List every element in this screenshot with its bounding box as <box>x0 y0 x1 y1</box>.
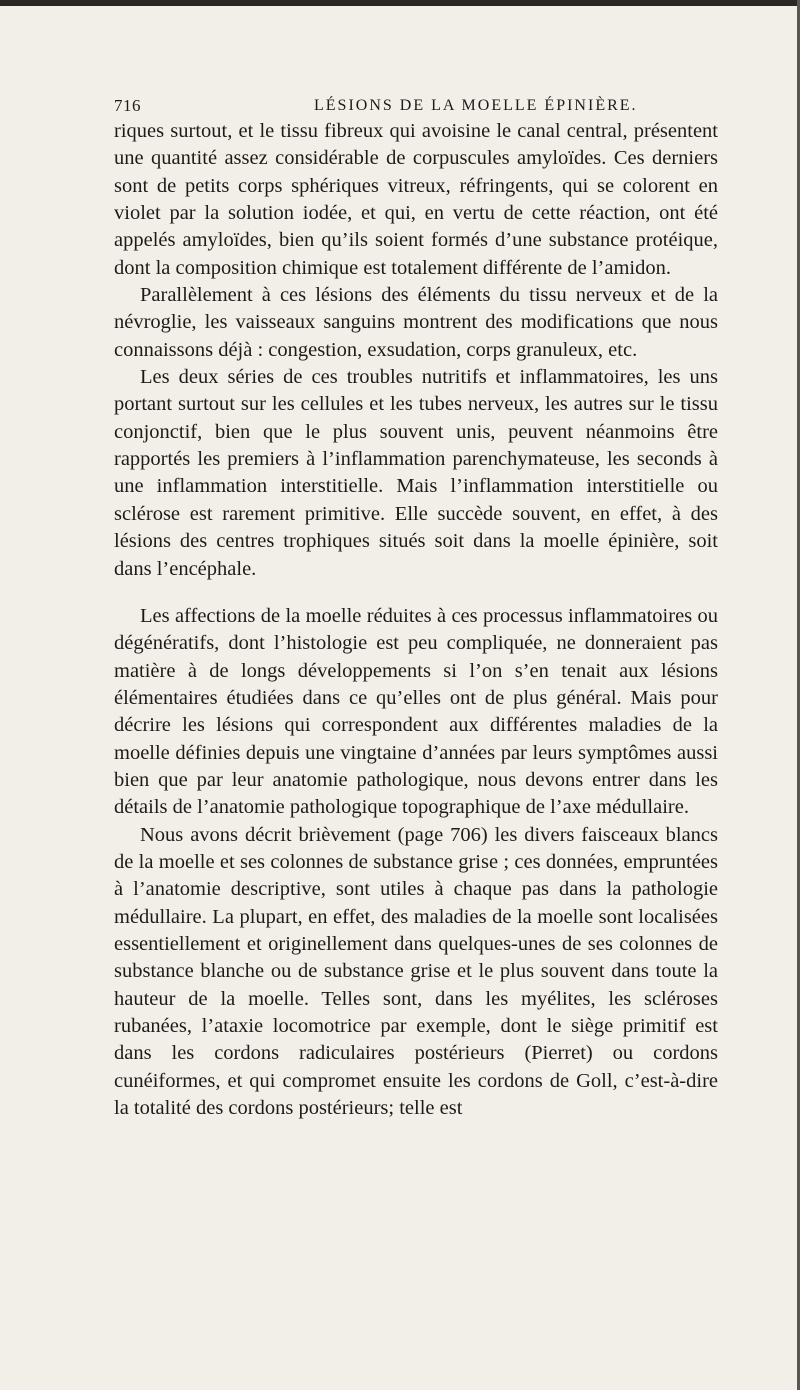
running-title: LÉSIONS DE LA MOELLE ÉPINIÈRE. <box>314 97 638 114</box>
paragraph: Nous avons décrit brièvement (page 706) les divers faisceaux blancs de la moelle et ses colonnes de substance grise ; ces données, empruntées à l’anatomie descriptive, sont utiles à chaque pas dans la pathologie médullaire. La plupart, en effet, des maladies de la moelle sont localisées essentiellement et originellement dans quelques-unes de ses colonnes de substance blanche ou de substance grise et le plus souvent dans toute la hauteur de la moelle. Telles sont, dans les myélites, les scléroses rubanées, l’ataxie locomotrice par exemple, dont le siège primitif est dans les cordons radiculaires postérieurs (Pierret) ou cordons cunéiformes, et qui compromet ensuite les cordons de Goll, c’est-à-dire la totalité des cordons postérieurs; telle est <box>114 823 718 1120</box>
paragraph-continuation: riques surtout, et le tissu fibreux qui avoisine le canal central, présentent une quantité assez considérable de corpuscules amyloïdes. Ces derniers sont de petits corps sphériques vitreux, réfringents, qui se colorent en violet par la solution iodée, et qui, en vertu de cette réaction, ont été appelés amyloïdes, bien qu’ils soient formés d’une substance protéique, dont la composition chimique est totalement différente de l’amidon. <box>114 120 718 279</box>
paragraph: Parallèlement à ces lésions des éléments du tissu nerveux et de la névroglie, les vaisseaux sanguins montrent des modifications que nous connaissons déjà : congestion, exsudation, corps granuleux, etc. <box>114 284 718 361</box>
body-text <box>114 118 718 1122</box>
page-header <box>114 96 704 120</box>
top-edge-rule <box>0 0 800 6</box>
page-number: 716 <box>114 96 141 115</box>
paragraph: Les affections de la moelle réduites à ces processus inflammatoires ou dégénératifs, dont l’histologie est peu compliquée, ne donneraient pas matière à de longs développements si l’on s’en tenait aux lésions élémentaires étudiées dans ce qu’elles ont de plus général. Mais pour décrire les lésions qui correspondent aux différentes maladies de la moelle définies depuis une vingtaine d’années par leurs symptômes aussi bien que par leur anatomie pathologique, nous devons entrer dans les détails de l’anatomie pathologique topographique de l’axe médullaire. <box>114 604 718 819</box>
paragraph: Les deux séries de ces troubles nutritifs et inflammatoires, les uns portant surtout sur les cellules et les tubes nerveux, les autres sur le tissu conjonctif, bien que le plus souvent unis, peuvent néanmoins être rapportés les premiers à l’inflammation parenchymateuse, les seconds à une inflammation interstitielle. Mais l’inflammation interstitielle ou sclérose est rarement primitive. Elle succède souvent, en effet, à des lésions des centres trophiques situés soit dans la moelle épinière, soit dans l’encéphale. <box>114 366 718 580</box>
